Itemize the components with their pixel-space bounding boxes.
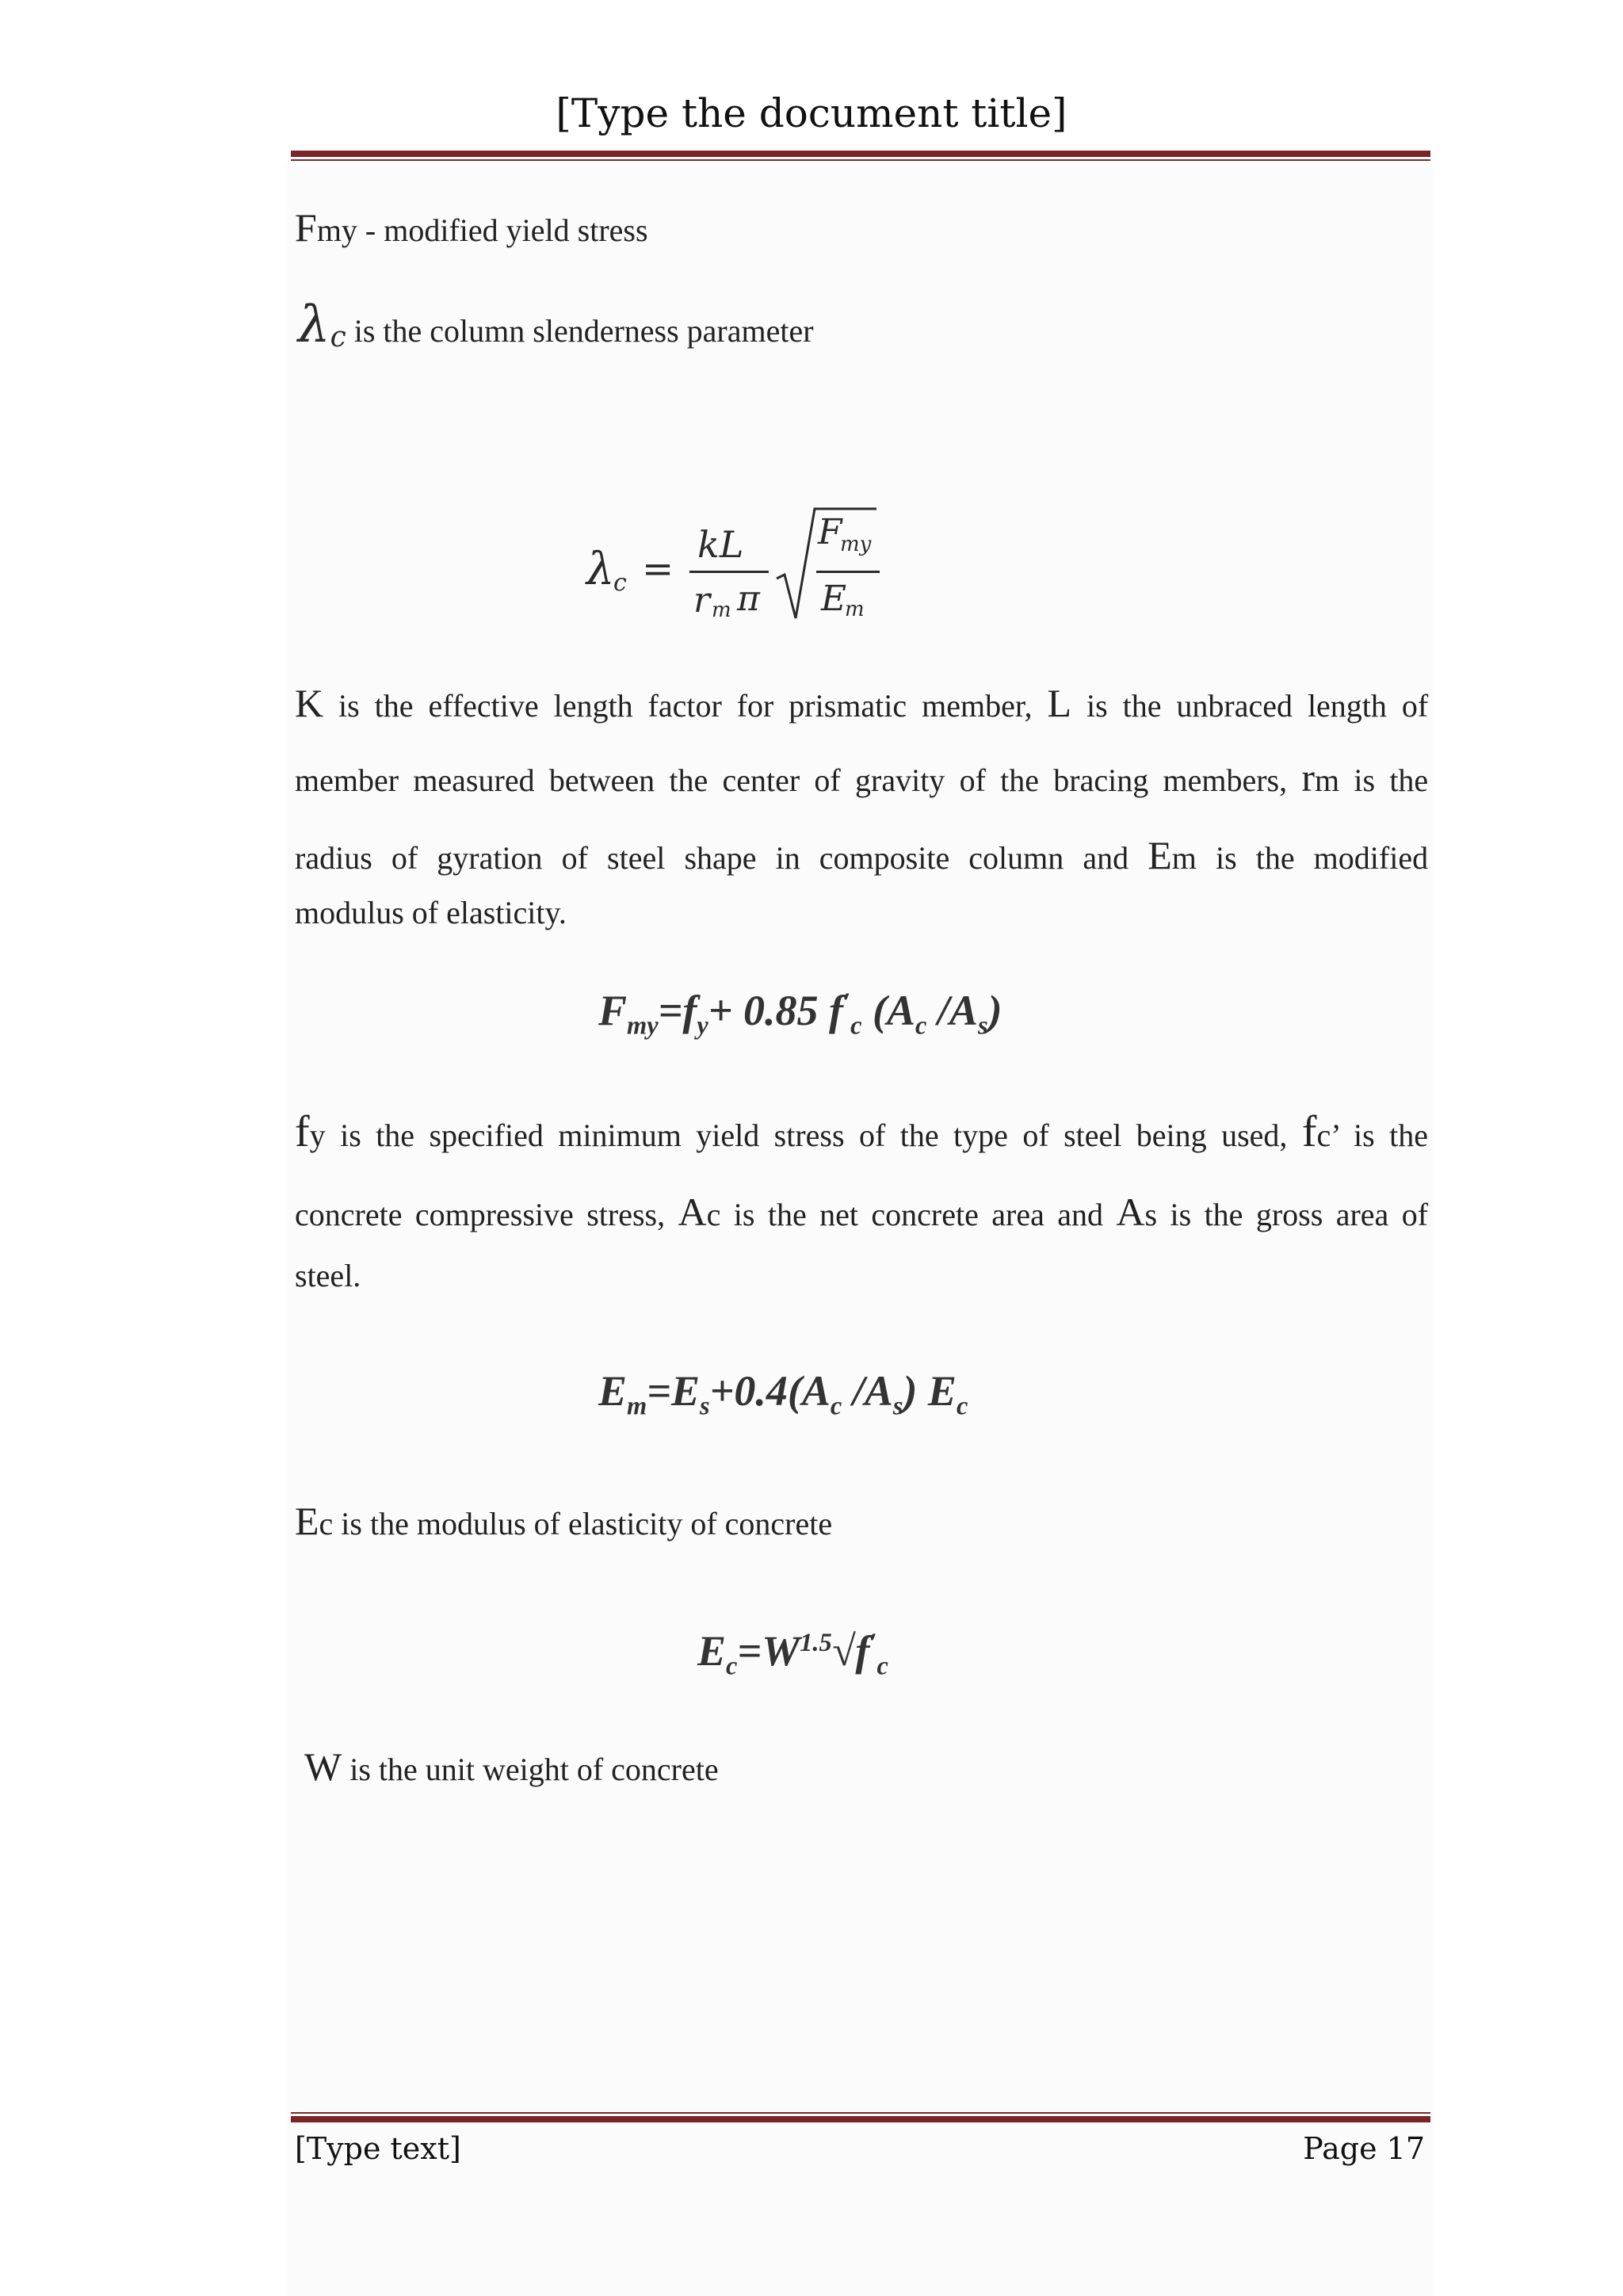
para1-line3: radius of gyration of steel shape in composite column and Em is the modified bbox=[295, 833, 1429, 877]
footer-left-text: [Type text] bbox=[295, 2131, 461, 2166]
formula-lambda-rad-num: F bbox=[818, 512, 842, 552]
formula-lambda-pi: π bbox=[737, 579, 760, 619]
para1-line2: member measured between the center of gravity of the bracing members, rm is the bbox=[295, 755, 1429, 800]
header-title: [Type the document title] bbox=[556, 90, 1067, 136]
para1-line4: modulus of elasticity. bbox=[295, 895, 567, 930]
para2-line1: fy is the specified minimum yield stress of the type of steel being used, fc’ is the bbox=[295, 1107, 1429, 1156]
formula-lambda-rad-den-sub: m bbox=[845, 598, 865, 621]
fmy-text: my - modified yield stress bbox=[316, 212, 648, 248]
formula-lambda: λ c = kL r m π F my E m bbox=[586, 499, 872, 626]
para2-line2: concrete compressive stress, Ac is the net concrete area and As is the gross area of bbox=[295, 1190, 1429, 1234]
fmy-symbol: F bbox=[295, 205, 317, 250]
formula-em: $E_m=E_s+0.4(A_c$ $/A_s$) $E_c$ bbox=[598, 1367, 968, 1421]
lambda-subscript: c bbox=[330, 321, 346, 353]
w-definition: W is the unit weight of concrete bbox=[304, 1744, 719, 1789]
header-rule bbox=[291, 151, 1430, 161]
footer-rule bbox=[291, 2112, 1430, 2122]
formula-lambda-rad-den: E bbox=[821, 579, 847, 619]
page-number: Page 17 bbox=[1303, 2131, 1425, 2166]
formula-ec: $E_c=W^{1.5}√f'_c$ bbox=[697, 1627, 888, 1681]
formula-lambda-lhs-sub: c bbox=[613, 569, 627, 597]
para2-line3: steel. bbox=[295, 1258, 361, 1293]
ec-definition: Ec is the modulus of elasticity of concrete bbox=[295, 1499, 833, 1543]
lambda-definition bbox=[298, 296, 814, 354]
para1-line1: K is the effective length factor for prismatic member, L is the unbraced length of bbox=[295, 681, 1429, 725]
formula-lambda-rad-num-sub: my bbox=[840, 533, 872, 556]
formula-fmy: $F_{my}=f_y+ 0.85$ $f'_c$ ($A_c$ $/A_s$) bbox=[598, 987, 1002, 1041]
lambda-text: is the column slenderness parameter bbox=[353, 313, 814, 349]
formula-lambda-den-sub: m bbox=[712, 598, 731, 622]
formula-lambda-num: kL bbox=[697, 523, 744, 566]
lambda-symbol: λ bbox=[298, 296, 330, 354]
formula-lambda-den: r bbox=[693, 580, 711, 621]
formula-lambda-lhs: λ bbox=[586, 544, 615, 595]
fmy-definition bbox=[295, 205, 648, 250]
